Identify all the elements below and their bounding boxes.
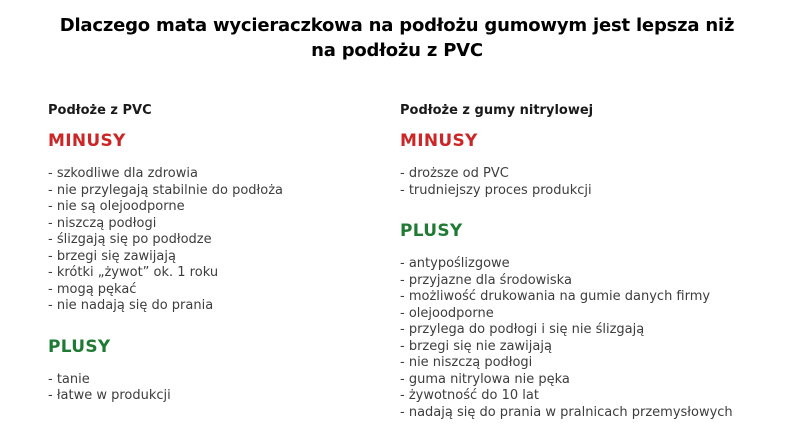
- list-item: - tanie: [48, 371, 90, 387]
- list-item: - możliwość drukowania na gumie danych firmy: [400, 289, 711, 304]
- pvc-column: [48, 103, 383, 405]
- pvc-plusy-list: [48, 372, 383, 405]
- pvc-plusy-heading: PLUSY: [48, 336, 111, 357]
- comparison-columns: [0, 103, 794, 447]
- pvc-minusy-heading: MINUSY: [48, 131, 126, 151]
- list-item: - brzegi się zawijają: [48, 248, 176, 264]
- list-item: - trudniejszy proces produkcji: [400, 182, 592, 198]
- list-item: - przyjazne dla środowiska: [400, 272, 572, 288]
- list-item: - droższe od PVC: [400, 166, 509, 181]
- list-item: - guma nitrylowa nie pęka: [400, 371, 570, 387]
- list-item: - niszczą podłogi: [48, 215, 157, 231]
- nitrile-plusy-heading: PLUSY: [400, 221, 463, 241]
- list-item: - krótki „żywot” ok. 1 roku: [48, 265, 219, 280]
- list-item: - antypoślizgowe: [400, 256, 510, 271]
- nitrile-plusy-list: [400, 256, 790, 421]
- list-item: - nie przylegają stabilnie do podłoża: [48, 182, 283, 198]
- nitrile-column-header: Podłoże z gumy nitrylowej: [400, 103, 594, 118]
- nitrile-minusy-list: [400, 166, 790, 199]
- list-item: - nadają się do prania w pralnicach przemysłowych: [400, 404, 733, 420]
- list-item: - olejoodporne: [400, 305, 494, 321]
- pvc-minusy-list: [48, 166, 383, 315]
- list-item: - przylega do podłogi i się nie ślizgają: [400, 322, 645, 337]
- page-title: [0, 0, 794, 63]
- list-item: - ślizgają się po podłodze: [48, 232, 212, 247]
- nitrile-minusy-heading: MINUSY: [400, 131, 478, 151]
- list-item: - brzegi się nie zawijają: [400, 338, 552, 354]
- list-item: - łatwe w produkcji: [48, 388, 171, 403]
- list-item: - szkodliwe dla zdrowia: [48, 166, 198, 181]
- list-item: - mogą pękać: [48, 281, 137, 297]
- list-item: - żywotność do 10 lat: [400, 388, 539, 403]
- list-item: - nie niszczą podłogi: [400, 355, 533, 370]
- pvc-column-header: Podłoże z PVC: [48, 103, 152, 118]
- nitrile-column: [400, 103, 790, 421]
- page-title-text: Dlaczego mata wycieraczkowa na podłożu gumowym jest lepsza niż na podłożu z PVC: [59, 15, 735, 62]
- list-item: - nie nadają się do prania: [48, 298, 214, 313]
- list-item: - nie są olejoodporne: [48, 199, 185, 214]
